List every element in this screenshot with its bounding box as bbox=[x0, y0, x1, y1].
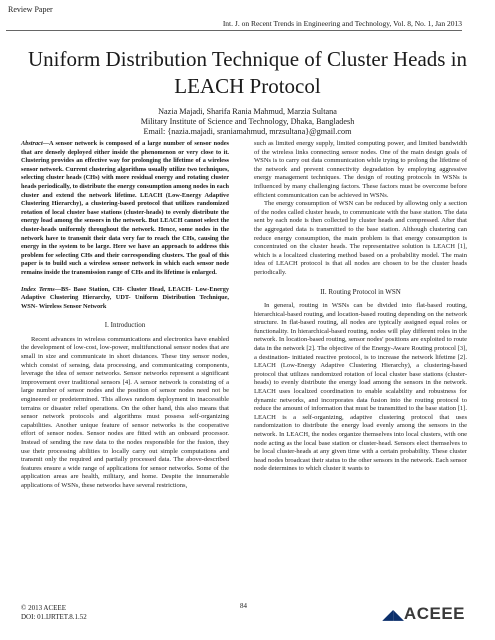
section-heading-introduction: I. Introduction bbox=[104, 321, 146, 330]
author-email: Email: {nazia.majadi, sraniamahmud, mrzsultana}@gmail.com bbox=[143, 127, 352, 136]
index-terms-text: —BS- Base Station, CH- Cluster Head, LEACH- Low-Energy Adaptive Clustering Hierarchy, UDT- Uniform Distribution Technique, WSN- Wireless Sensor Network bbox=[21, 285, 229, 310]
footer-left bbox=[21, 604, 87, 622]
abstract-text: —A sensor network is composed of a large number of sensor nodes that are densely deployed either inside the phenomenon or very close to it. Clustering provides an effective way for prolonging the lifetime of a wireless sensor network. Current clustering algorithms usually utilize two techniques, selecting cluster heads (CHs) with more residual energy and rotating cluster heads periodically, to distribute the energy consumption among nodes in each cluster and extend the network lifetime. LEACH (Low-Energy Adaptive Clustering Hierarchy), a clustering-based protocol that utilizes randomized rotation of local cluster base stations (cluster-heads) to evenly distribute the energy load among the sensors in the network. But LEACH cannot select the cluster-heads uniformly throughout the network. Hence, some nodes in the network have to transmit their data very far to reach the CHs, causing the energy in the system to be large. Here we have an approach to address this problem for selecting CHs and their corresponding clusters. The goal of this paper is to build such a wireless sensor network in which each sensor node remains inside the transmission range of CHs and its lifetime is enlarged. bbox=[21, 140, 229, 276]
doi-text: DOI: 01.IJRTET.8.1.52 bbox=[21, 613, 87, 621]
paper-title bbox=[20, 46, 475, 100]
header-rule bbox=[6, 30, 462, 31]
index-terms bbox=[21, 286, 229, 312]
page-number: 84 bbox=[240, 602, 247, 610]
title-line-1: Uniform Distribution Technique of Cluster Heads in bbox=[27, 47, 468, 71]
aceee-logo bbox=[383, 604, 465, 624]
introduction-paragraph: Recent advances in wireless communications and electronics have enabled the development of low-cost, low-power, multifunctional sensor nodes that are small in size and communicate in short distances. These tiny sensor nodes, which consist of sensing, data processing, and communicating components, leverage the idea of sensor networks. Sensor networks represent a significant improvement over traditional sensors [4]. A sensor network is consisting of a large number of sensor nodes and the position of sensor nodes need not be engineered or predetermined. This allows random deployment in inaccessible terrains or disaster relief operations. On the other hand, this also means that sensor network protocols and algorithms must possess self-organizing capabilities. Another unique feature of sensor networks is the cooperative effort of sensor nodes. Sensor nodes are fitted with an onboard processor. Instead of sending the raw data to the nodes responsible for the fusion, they use their processing abilities to locally carry out simple computations and transmit only the required and partially processed data. The above-described features ensure a wide range of applications for sensor networks. Some of the application areas are health, military, and home. Despite the innumerable applications of WSNs, these networks have several restrictions, bbox=[21, 335, 229, 489]
left-column bbox=[21, 140, 229, 491]
author-names: Nazia Majadi, Sharifa Rania Mahmud, Marzia Sultana bbox=[158, 107, 337, 116]
author-affiliation: Military Institute of Science and Technology, Dhaka, Bangladesh bbox=[140, 117, 355, 126]
body-paragraph-2: The energy consumption of WSN can be reduced by allowing only a section of the nodes called cluster heads, to communicate with the base station. The data sent by each node is then collected by cluster heads and compressed. After that the aggregated data is transmitted to the base station. Although clustering can reduce energy consumption, the main problem is that energy consumption is concentrated on the cluster heads. The representative solution is LEACH [1], which is a localized clustering method based on a probability model. The main idea of LEACH protocol is that all nodes are chosen to be the cluster heads periodically. bbox=[254, 200, 467, 276]
logo-mark-icon: ◢◣ bbox=[382, 607, 404, 622]
title-line-2: LEACH Protocol bbox=[174, 74, 321, 98]
abstract bbox=[21, 140, 229, 278]
review-label: Review Paper bbox=[8, 5, 53, 14]
right-column bbox=[254, 140, 467, 474]
journal-line: Int. J. on Recent Trends in Engineering and Technology, Vol. 8, No. 1, Jan 2013 bbox=[222, 19, 462, 28]
abstract-label: Abstract bbox=[21, 140, 43, 147]
index-terms-label: Index Terms bbox=[21, 285, 55, 293]
body-paragraph-1: such as limited energy supply, limited computing power, and limited bandwidth of the wireless links connecting sensor nodes. One of the main design goals of WSNs is to carry out data communication while trying to prolong the lifetime of the network and prevent connectivity degradation by employing aggressive energy management techniques. The design of routing protocols in WSNs is influenced by many challenging factors. These factors must be overcome before efficient communication can be achieved in WSNs. bbox=[254, 140, 467, 199]
logo-text: ACEEE bbox=[403, 604, 465, 623]
copyright-text: © 2013 ACEEE bbox=[21, 604, 66, 612]
section-heading-routing: II. Routing Protocol in WSN bbox=[320, 287, 401, 296]
routing-paragraph: In general, routing in WSNs can be divided into flat-based routing, hierarchical-based routing, and location-based routing depending on the network structure. In flat-based routing, all nodes are typically assigned equal roles or functionality. In hierarchical-based routing, nodes will play different roles in the network. In location-based routing, sensor nodes' positions are exploited to route data in the network [2]. The objective of the Energy-Aware Routing protocol [3], a destination- initiated reactive protocol, is to increase the network lifetime [2]. LEACH (Low-Energy Adaptive Clustering Hierarchy), a clustering-based protocol that utilizes randomized rotation of local cluster base stations (cluster-heads) to evenly distribute the energy load among the sensors in the network. LEACH uses localized coordination to enable scalability and robustness for dynamic networks, and incorporates data fusion into the routing protocol to reduce the amount of information that must be transmitted to the base station [1]. LEACH is a self-organizing, adaptive clustering protocol that uses randomization to distribute the energy load evenly among the sensors in the network. In LEACH, the nodes organize themselves into local clusters, with one node acting as the local base station or cluster-head. Sensors elect themselves to be local cluster-heads at any given time with a certain probability. These cluster head nodes broadcast their status to the other sensors in the network. Each sensor node determines to which cluster it wants to bbox=[254, 302, 467, 473]
author-block bbox=[0, 107, 495, 137]
